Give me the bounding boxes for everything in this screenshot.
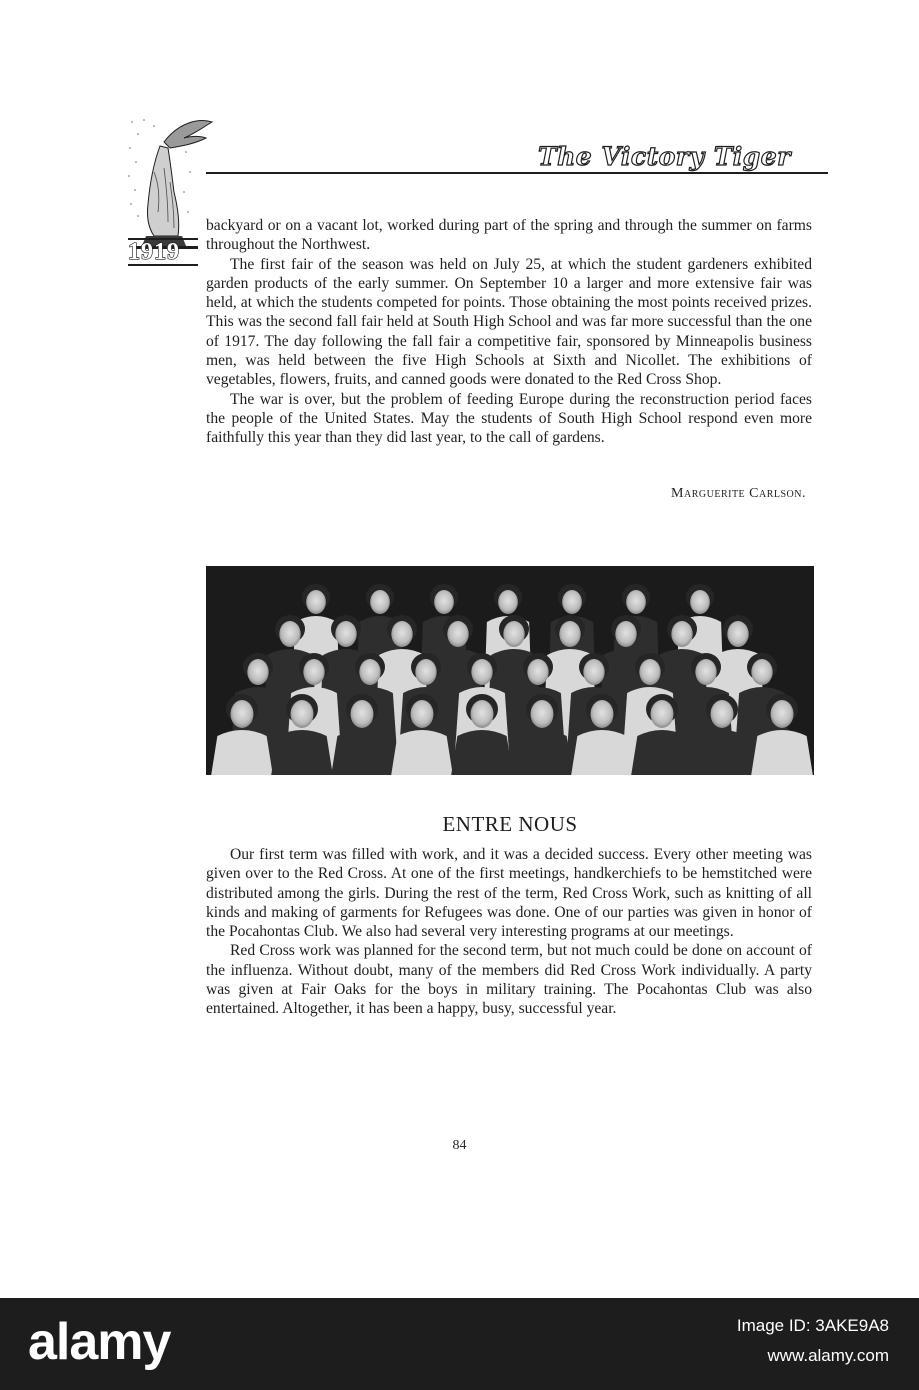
figure-face (711, 700, 734, 728)
page-number: 84 (452, 1138, 467, 1153)
image-id-label: Image ID: 3AKE9A8 (736, 1316, 889, 1335)
figure-body (211, 730, 273, 775)
figure-face (351, 700, 374, 728)
figure-face (615, 621, 636, 647)
watermark-url: www.alamy.com (767, 1346, 889, 1365)
figure-face (626, 590, 646, 614)
group-photograph (206, 566, 814, 775)
figure-body (691, 730, 753, 775)
figure-face (231, 700, 254, 728)
figure-face (527, 659, 548, 685)
figure-body (631, 730, 693, 775)
year-badge: 1919 (128, 238, 198, 266)
article-entre-nous (206, 845, 812, 1019)
figure-face (727, 621, 748, 647)
figure-face (751, 659, 772, 685)
figure-face (279, 621, 300, 647)
figure-face (359, 659, 380, 685)
figure-face (411, 700, 434, 728)
figure-face (639, 659, 660, 685)
figure-face (695, 659, 716, 685)
article-gardens (206, 216, 812, 448)
watermark-footer (0, 1298, 919, 1390)
figure-face (498, 590, 518, 614)
header-rule (206, 172, 828, 174)
figure-face (335, 621, 356, 647)
figure-body (331, 730, 393, 775)
figure-face (303, 659, 324, 685)
figure-face (651, 700, 674, 728)
figure-face (671, 621, 692, 647)
figure-face (391, 621, 412, 647)
figure-body (571, 730, 633, 775)
figure-face (559, 621, 580, 647)
author-signature: Marguerite Carlson. (671, 486, 806, 501)
figure-face (531, 700, 554, 728)
article-paragraph: Red Cross work was planned for the second term, but not much could be done on account of the influenza. Without doubt, many of the members did Red Cross Work individually. A party was given at Fair Oaks for the boys in military training. The Pocahontas Club was also entertained. Altogether, it has been a happy, busy, successful year. (206, 942, 812, 1018)
figure-face (370, 590, 390, 614)
figure-face (583, 659, 604, 685)
figure-body (451, 730, 513, 775)
figure-face (591, 700, 614, 728)
alamy-logo: alamy (28, 1313, 171, 1371)
figure-face (771, 700, 794, 728)
figure-body (511, 730, 573, 775)
figure-face (471, 659, 492, 685)
article-paragraph: backyard or on a vacant lot, worked during part of the spring and through the summer on farms throughout the Northwest. (206, 217, 812, 254)
figure-face (471, 700, 494, 728)
figure-face (247, 659, 268, 685)
figure-face (503, 621, 524, 647)
figure-face (690, 590, 710, 614)
figure-body (751, 730, 813, 775)
figure-face (306, 590, 326, 614)
figure-body (271, 730, 333, 775)
figure-face (447, 621, 468, 647)
figure-body (391, 730, 453, 775)
figure-face (562, 590, 582, 614)
figure-face (415, 659, 436, 685)
article-paragraph: The first fair of the season was held on July 25, at which the student gardeners exhibited garden products of the early summer. On September 10 a larger and more extensive fair was held, at which the students competed for points. Those obtaining the most points received prizes. This was the second fall fair held at South High School and was far more successful than the one of 1917. The day following the fall fair a competitive fair, sponsored by Minneapolis business men, was held between the five High Schools at Sixth and Nicollet. The exhibitions of vegetables, flowers, fruits, and canned goods were donated to the Red Cross Shop. (206, 255, 812, 389)
article-paragraph: The war is over, but the problem of feeding Europe during the reconstruction period faces the people of the United States. May the students of South High School respond even more faithfully this year than they did last year, to the call of gardens. (206, 390, 812, 447)
figure-face (291, 700, 314, 728)
running-header-title: The Victory Tiger (538, 142, 791, 171)
figure-face (434, 590, 454, 614)
section-heading: ENTRE NOUS (442, 812, 578, 836)
article-paragraph: Our first term was filled with work, and it was a decided success. Every other meeting was given over to the Red Cross. At one of the first meetings, handkerchiefs to be hemstitched were distributed among the girls. During the rest of the term, Red Cross Work, such as knitting of all kinds and making of garments for Refugees was done. One of our parties was given in honor of the Pocahontas Club. We also had several very interesting programs at our meetings. (206, 846, 812, 941)
